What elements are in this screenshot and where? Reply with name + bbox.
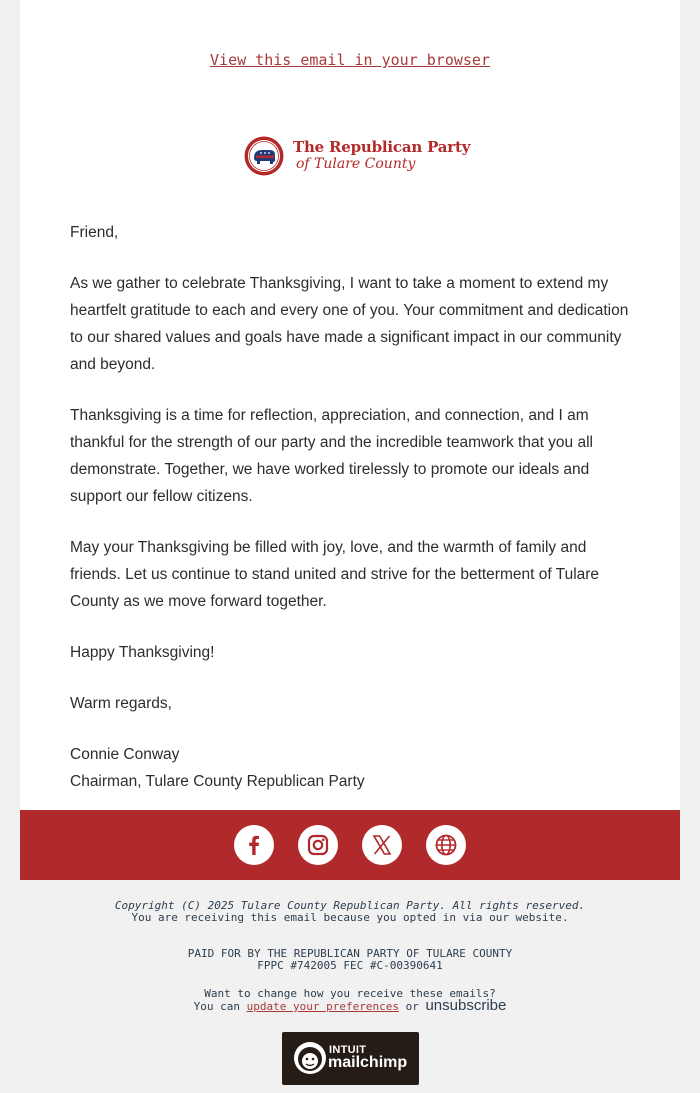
email-card xyxy=(20,0,680,810)
paid-for-disclaimer: PAID FOR BY THE REPUBLICAN PARTY OF TULARE COUNTY xyxy=(187,947,513,960)
change-prompt: Want to change how you receive these emails? xyxy=(204,987,496,1000)
facebook-link[interactable] xyxy=(234,825,274,865)
paragraph-2: Thanksgiving is a time for reflection, appreciation, and connection, and I am thankful for the strength of our party and the incredible teamwork that you all demonstrate. Together, we have worked tirelessly to promote our ideals and support our fellow citizens. xyxy=(70,407,593,505)
mailchimp-wordmark: mailchimp xyxy=(328,1054,408,1071)
x-link[interactable] xyxy=(362,825,402,865)
copyright: Copyright (C) 2025 Tulare County Republican Party. All rights reserved. xyxy=(114,899,586,912)
mailchimp-badge[interactable] xyxy=(282,1032,419,1085)
x-icon xyxy=(362,825,402,865)
instagram-link[interactable] xyxy=(298,825,338,865)
sign-off: Warm regards, xyxy=(70,695,172,712)
closing-wish: Happy Thanksgiving! xyxy=(70,644,215,661)
unsubscribe-link[interactable]: unsubscribe xyxy=(425,997,507,1014)
footer xyxy=(0,900,700,1013)
letter-body xyxy=(70,219,630,795)
intuit-wordmark: INTUIT xyxy=(329,1044,367,1056)
facebook-icon xyxy=(234,825,274,865)
opt-in-notice: You are receiving this email because you opted in via our website. xyxy=(131,911,569,924)
or-text: or xyxy=(405,1000,419,1013)
view-in-browser-link[interactable]: View this email in your browser xyxy=(210,51,490,69)
social-bar xyxy=(20,810,680,880)
instagram-icon xyxy=(298,825,338,865)
greeting: Friend, xyxy=(70,224,119,241)
party-logo[interactable] xyxy=(244,136,471,178)
signer-title: Chairman, Tulare County Republican Party xyxy=(70,773,365,790)
you-can-text: You can xyxy=(193,1000,240,1013)
update-preferences-link[interactable]: update your preferences xyxy=(246,1000,399,1013)
logo-title: The Republican Party xyxy=(293,138,471,156)
logo-subtitle: of Tulare County xyxy=(296,156,416,172)
fppc-disclaimer: FPPC #742005 FEC #C-00390641 xyxy=(257,959,443,972)
website-icon xyxy=(426,825,466,865)
gop-elephant-seal-icon xyxy=(244,136,284,176)
signer-name: Connie Conway xyxy=(70,746,180,763)
paragraph-3: May your Thanksgiving be filled with joy, love, and the warmth of family and friends. Let us continue to stand united and strive for the betterment of Tulare County as we move forward together. xyxy=(70,539,600,610)
preferences-line xyxy=(0,997,700,1014)
freddie-chimp-icon xyxy=(292,1040,328,1076)
paragraph-1: As we gather to celebrate Thanksgiving, I want to take a moment to extend my heartfelt gratitude to each and every one of you. Your commitment and dedication to our shared values and goals have made a significant impact in our community and beyond. xyxy=(70,275,629,373)
website-link[interactable] xyxy=(426,825,466,865)
